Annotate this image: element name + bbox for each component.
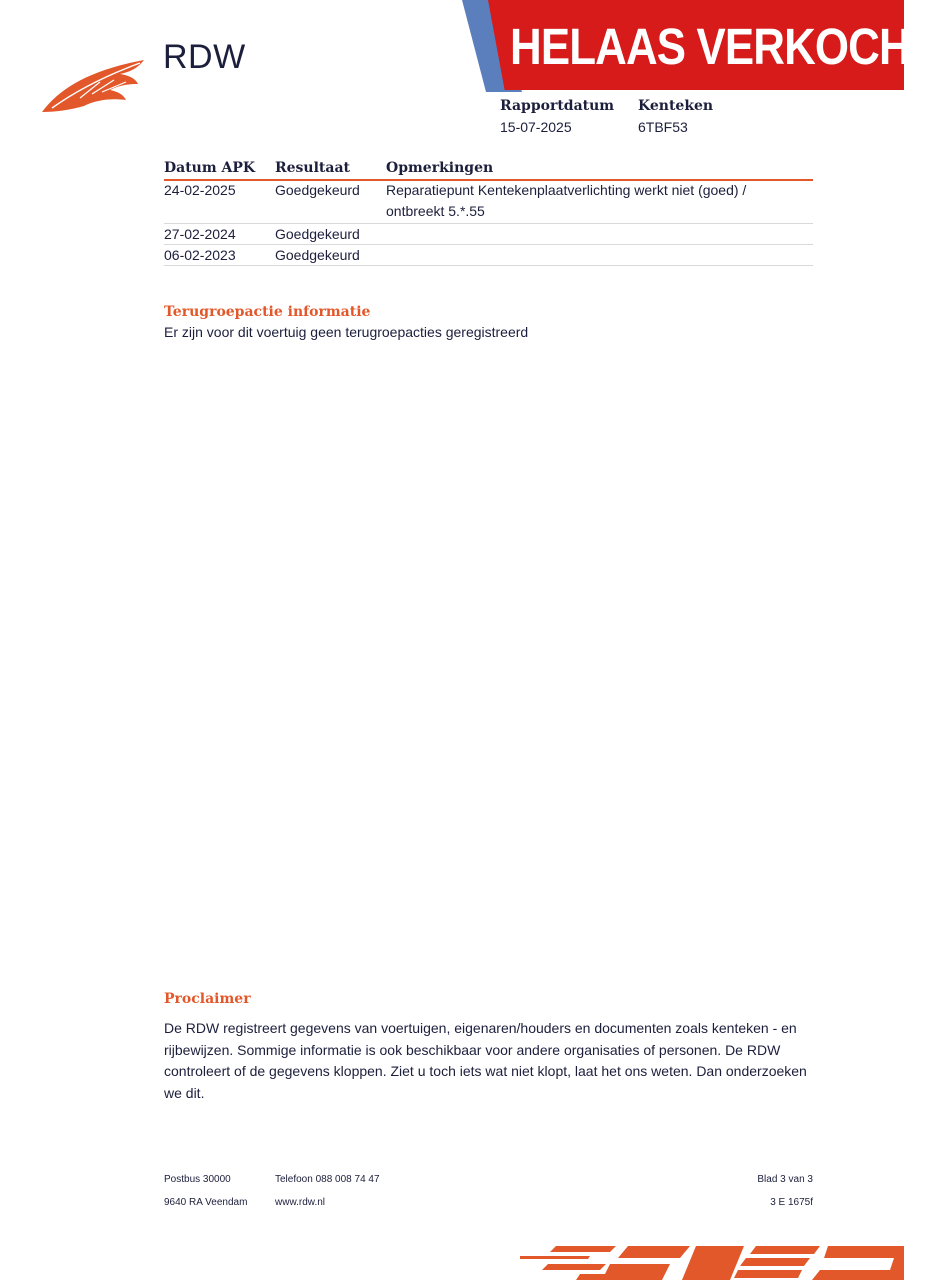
report-date-value: 15-07-2025 [500,119,572,135]
col-header-remarks: Opmerkingen [386,160,494,176]
row-result: Goedgekeurd [275,247,360,263]
footer-website: www.rdw.nl [275,1197,326,1208]
footer-stripes-decoration [520,1244,904,1280]
row-remark-line2: ontbreekt 5.*.55 [386,203,485,219]
footer-page-number: Blad 3 van 3 [757,1174,813,1185]
proclaimer-line: we dit. [164,1084,205,1101]
col-header-result: Resultaat [275,160,350,176]
recall-title: Terugroepactie informatie [164,304,371,320]
rdw-logo-text: RDW [163,38,246,76]
recall-text: Er zijn voor dit voertuig geen terugroepacties geregistreerd [164,324,529,340]
table-row [164,245,813,266]
proclaimer-body [164,1018,824,1104]
rdw-feather-logo-icon [40,58,150,114]
footer-phone: Telefoon 088 008 74 47 [275,1174,380,1185]
sold-banner-text: HELAAS VERKOCHT! [510,18,949,75]
col-header-date: Datum APK [164,160,256,176]
footer-postbus: Postbus 30000 [164,1174,231,1185]
proclaimer-line: controleert of de gegevens kloppen. Ziet u toch iets wat niet klopt, laat het ons weten. Dan onderzoeken [164,1063,807,1079]
row-result: Goedgekeurd [275,226,360,242]
footer-postcode: 9640 RA Veendam [164,1197,248,1208]
proclaimer-title: Proclaimer [164,991,251,1007]
row-result: Goedgekeurd [275,182,360,198]
proclaimer-line: De RDW registreert gegevens van voertuigen, eigenaren/houders en documenten zoals kenteken - en [164,1020,797,1036]
row-date: 27-02-2024 [164,226,236,242]
row-date: 24-02-2025 [164,182,236,198]
table-row [164,180,813,224]
table-row [164,224,813,245]
report-date-label: Rapportdatum [500,98,615,114]
row-remark-line1: Reparatiepunt Kentekenplaatverlichting werkt niet (goed) / [386,182,747,198]
plate-label: Kenteken [638,98,714,114]
plate-value: 6TBF53 [638,119,688,135]
proclaimer-line: rijbewijzen. Sommige informatie is ook beschikbaar voor andere organisaties of personen. De RDW [164,1041,781,1058]
footer-doc-code: 3 E 1675f [770,1197,813,1208]
row-date: 06-02-2023 [164,247,236,263]
